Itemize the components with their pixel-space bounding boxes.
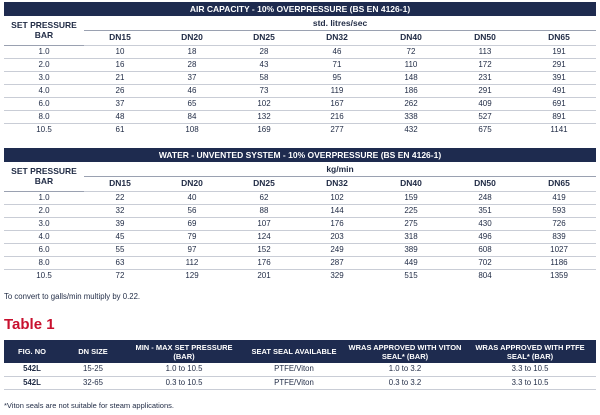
table1-column-header: MIN - MAX SET PRESSURE (BAR) [126,340,242,363]
table1-cell: 0.3 to 10.5 [126,376,242,389]
capacity-cell: 291 [448,84,522,97]
set-pressure-cell: 4.0 [4,230,84,243]
capacity-cell: 73 [228,84,300,97]
capacity-cell: 329 [300,269,374,282]
capacity-cell: 107 [228,217,300,230]
table-row [4,376,596,389]
set-pressure-cell: 10.5 [4,269,84,282]
capacity-cell: 515 [374,269,448,282]
capacity-cell: 191 [522,45,596,58]
capacity-cell: 28 [156,58,228,71]
capacity-cell: 419 [522,191,596,204]
capacity-cell: 291 [522,58,596,71]
water-table-title: WATER - UNVENTED SYSTEM - 10% OVERPRESSURE (BS EN 4126-1) [4,148,596,162]
capacity-cell: 63 [84,256,156,269]
set-pressure-cell: 2.0 [4,204,84,217]
table-row [4,58,596,71]
water-table-body [4,191,596,282]
set-pressure-cell: 10.5 [4,123,84,136]
capacity-cell: 61 [84,123,156,136]
table-row [4,243,596,256]
capacity-cell: 275 [374,217,448,230]
conversion-note: To convert to galls/min multiply by 0.22. [4,292,141,301]
capacity-cell: 430 [448,217,522,230]
viton-note: *Viton seals are not suitable for steam applications. [4,401,174,410]
table1-cell: 32-65 [60,376,126,389]
capacity-cell: 804 [448,269,522,282]
air-column-header: DN65 [548,32,570,43]
capacity-cell: 496 [448,230,522,243]
capacity-cell: 113 [448,45,522,58]
water-row-header: SET PRESSURE BAR [4,162,84,191]
capacity-cell: 56 [156,204,228,217]
capacity-cell: 248 [448,191,522,204]
capacity-cell: 1359 [522,269,596,282]
table1-body [4,363,596,389]
table1-column-header: SEAT SEAL AVAILABLE [242,340,346,363]
capacity-cell: 132 [228,110,300,123]
set-pressure-cell: 3.0 [4,71,84,84]
capacity-cell: 144 [300,204,374,217]
capacity-cell: 409 [448,97,522,110]
table1-cell: PTFE/Viton [242,363,346,376]
air-table-body [4,45,596,136]
capacity-cell: 79 [156,230,228,243]
capacity-cell: 102 [300,191,374,204]
capacity-cell: 203 [300,230,374,243]
table-row [4,71,596,84]
capacity-cell: 201 [228,269,300,282]
capacity-cell: 69 [156,217,228,230]
table1-column-header: WRAS APPROVED WITH VITON SEAL* (BAR) [346,340,464,363]
table-row [4,45,596,58]
water-column-header: DN40 [400,178,422,189]
capacity-cell: 675 [448,123,522,136]
water-capacity-table [4,148,596,282]
capacity-cell: 119 [300,84,374,97]
capacity-cell: 172 [448,58,522,71]
capacity-cell: 88 [228,204,300,217]
capacity-cell: 46 [156,84,228,97]
capacity-cell: 432 [374,123,448,136]
water-column-header: DN32 [326,178,348,189]
capacity-cell: 37 [84,97,156,110]
set-pressure-cell: 4.0 [4,84,84,97]
capacity-cell: 318 [374,230,448,243]
table1-column-header: FIG. NO [4,340,60,363]
set-pressure-cell: 8.0 [4,256,84,269]
capacity-cell: 55 [84,243,156,256]
set-pressure-cell: 8.0 [4,110,84,123]
capacity-cell: 231 [448,71,522,84]
capacity-cell: 72 [84,269,156,282]
capacity-cell: 726 [522,217,596,230]
capacity-cell: 65 [156,97,228,110]
table-row [4,84,596,97]
air-column-headers [4,30,596,45]
capacity-cell: 186 [374,84,448,97]
capacity-cell: 449 [374,256,448,269]
air-column-header: DN40 [400,32,422,43]
water-column-headers [4,176,596,191]
table-row [4,363,596,376]
capacity-cell: 112 [156,256,228,269]
capacity-cell: 277 [300,123,374,136]
capacity-cell: 97 [156,243,228,256]
water-column-header: DN65 [548,178,570,189]
table1-cell: PTFE/Viton [242,376,346,389]
capacity-cell: 43 [228,58,300,71]
capacity-cell: 58 [228,71,300,84]
capacity-cell: 95 [300,71,374,84]
capacity-cell: 84 [156,110,228,123]
water-column-header: DN20 [181,178,203,189]
capacity-cell: 249 [300,243,374,256]
table-row [4,204,596,217]
table-row [4,97,596,110]
capacity-cell: 391 [522,71,596,84]
table-row [4,230,596,243]
capacity-cell: 176 [228,256,300,269]
capacity-cell: 37 [156,71,228,84]
capacity-cell: 702 [448,256,522,269]
capacity-cell: 45 [84,230,156,243]
table-row [4,269,596,282]
capacity-cell: 262 [374,97,448,110]
capacity-cell: 691 [522,97,596,110]
capacity-cell: 839 [522,230,596,243]
table1-column-header: WRAS APPROVED WITH PTFE SEAL* (BAR) [464,340,596,363]
capacity-cell: 40 [156,191,228,204]
capacity-cell: 159 [374,191,448,204]
set-pressure-cell: 1.0 [4,45,84,58]
air-column-header: DN15 [109,32,131,43]
capacity-cell: 26 [84,84,156,97]
capacity-cell: 72 [374,45,448,58]
water-unit-label: kg/min [84,162,596,176]
capacity-cell: 16 [84,58,156,71]
table1 [4,340,596,390]
table1-column-header: DN SIZE [60,340,126,363]
table1-cell: 15-25 [60,363,126,376]
capacity-cell: 176 [300,217,374,230]
table-row [4,123,596,136]
capacity-cell: 287 [300,256,374,269]
table-row [4,217,596,230]
capacity-cell: 22 [84,191,156,204]
table1-cell: 0.3 to 3.2 [346,376,464,389]
water-column-header: DN50 [474,178,496,189]
air-capacity-table [4,2,596,136]
capacity-cell: 1186 [522,256,596,269]
table1-cell: 542L [4,376,60,389]
table1-cell: 3.3 to 10.5 [464,376,596,389]
capacity-cell: 167 [300,97,374,110]
table1-cell: 3.3 to 10.5 [464,363,596,376]
capacity-cell: 491 [522,84,596,97]
capacity-cell: 1141 [522,123,596,136]
air-unit-label: std. litres/sec [84,16,596,30]
table1-cell: 1.0 to 3.2 [346,363,464,376]
capacity-cell: 108 [156,123,228,136]
capacity-cell: 129 [156,269,228,282]
set-pressure-cell: 3.0 [4,217,84,230]
set-pressure-cell: 1.0 [4,191,84,204]
capacity-cell: 39 [84,217,156,230]
table1-title: Table 1 [4,316,55,333]
capacity-cell: 124 [228,230,300,243]
air-column-header: DN50 [474,32,496,43]
capacity-cell: 21 [84,71,156,84]
capacity-cell: 71 [300,58,374,71]
capacity-cell: 527 [448,110,522,123]
capacity-cell: 18 [156,45,228,58]
set-pressure-cell: 6.0 [4,243,84,256]
capacity-cell: 32 [84,204,156,217]
capacity-cell: 110 [374,58,448,71]
air-table-title: AIR CAPACITY - 10% OVERPRESSURE (BS EN 4126-1) [4,2,596,16]
capacity-cell: 46 [300,45,374,58]
capacity-cell: 351 [448,204,522,217]
water-column-header: DN15 [109,178,131,189]
capacity-cell: 225 [374,204,448,217]
capacity-cell: 338 [374,110,448,123]
capacity-cell: 10 [84,45,156,58]
table-row [4,256,596,269]
set-pressure-cell: 6.0 [4,97,84,110]
capacity-cell: 28 [228,45,300,58]
set-pressure-cell: 2.0 [4,58,84,71]
capacity-cell: 62 [228,191,300,204]
capacity-cell: 48 [84,110,156,123]
table1-cell: 1.0 to 10.5 [126,363,242,376]
air-column-header: DN25 [253,32,275,43]
capacity-cell: 891 [522,110,596,123]
table1-header-row [4,340,596,363]
capacity-cell: 1027 [522,243,596,256]
table-row [4,110,596,123]
capacity-cell: 593 [522,204,596,217]
table-row [4,191,596,204]
capacity-cell: 102 [228,97,300,110]
table1-cell: 542L [4,363,60,376]
capacity-cell: 608 [448,243,522,256]
capacity-cell: 216 [300,110,374,123]
air-column-header: DN20 [181,32,203,43]
air-column-header: DN32 [326,32,348,43]
water-column-header: DN25 [253,178,275,189]
capacity-cell: 169 [228,123,300,136]
capacity-cell: 152 [228,243,300,256]
capacity-cell: 148 [374,71,448,84]
capacity-cell: 389 [374,243,448,256]
air-row-header: SET PRESSURE BAR [4,16,84,45]
